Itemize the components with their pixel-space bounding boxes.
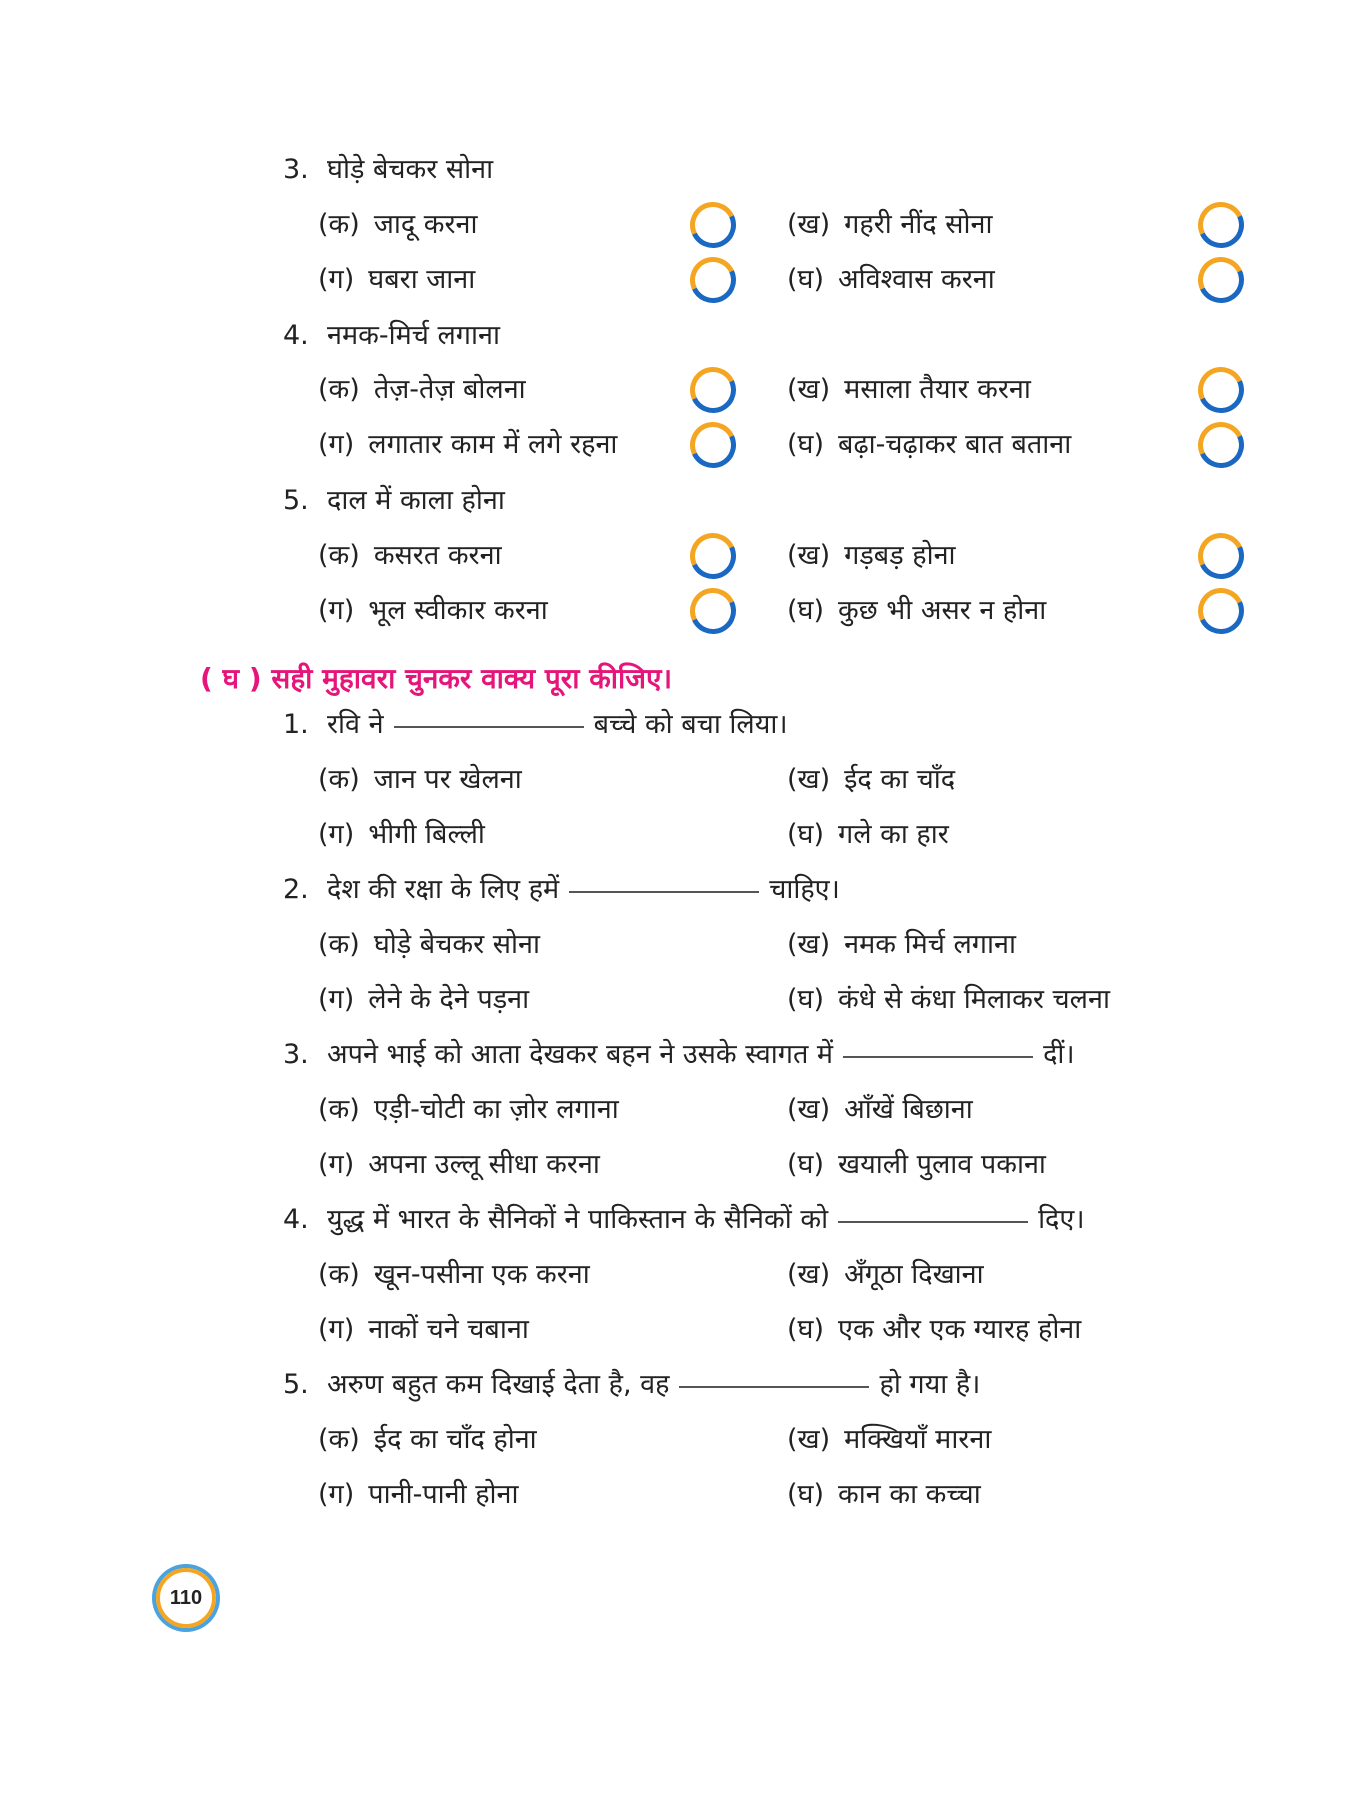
option-d3-gha: (घ) खयाली पुलाव पकाना <box>787 1149 1046 1180</box>
answer-circle[interactable] <box>684 582 743 641</box>
option-d4-gha: (घ) एक और एक ग्यारह होना <box>787 1314 1082 1345</box>
option-c5-ga: (ग) भूल स्वीकार करना <box>318 595 548 626</box>
answer-circle[interactable] <box>684 416 743 475</box>
option-c3-gha: (घ) अविश्वास करना <box>787 264 995 295</box>
option-d3-kha: (ख) आँखें बिछाना <box>787 1094 973 1125</box>
idiom-text: घोड़े बेचकर सोना <box>327 154 494 185</box>
option-d4-ga: (ग) नाकों चने चबाना <box>318 1314 529 1345</box>
page-number: 110 <box>156 1568 216 1628</box>
idiom-text: नमक-मिर्च लगाना <box>327 320 500 351</box>
option-d4-kha: (ख) अँगूठा दिखाना <box>787 1259 984 1290</box>
option-c4-gha: (घ) बढ़ा-चढ़ाकर बात बताना <box>787 429 1072 460</box>
question-c5: 5. दाल में काला होना <box>283 485 505 516</box>
idiom-text: दाल में काला होना <box>327 485 505 516</box>
answer-blank[interactable] <box>838 1219 1028 1223</box>
answer-circle[interactable] <box>1192 416 1251 475</box>
option-d2-ka: (क) घोड़े बेचकर सोना <box>318 929 540 960</box>
question-d3: 3. अपने भाई को आता देखकर बहन ने उसके स्वागत में दीं। <box>283 1039 1075 1070</box>
question-d1: 1. रवि ने बच्चे को बचा लिया। <box>283 709 788 740</box>
option-c4-ka: (क) तेज़-तेज़ बोलना <box>318 374 526 405</box>
option-d4-ka: (क) खून-पसीना एक करना <box>318 1259 590 1290</box>
option-d3-ga: (ग) अपना उल्लू सीधा करना <box>318 1149 600 1180</box>
option-c5-ka: (क) कसरत करना <box>318 540 502 571</box>
option-d2-gha: (घ) कंधे से कंधा मिलाकर चलना <box>787 984 1110 1015</box>
answer-circle[interactable] <box>684 361 743 420</box>
answer-circle[interactable] <box>1192 527 1251 586</box>
option-d2-kha: (ख) नमक मिर्च लगाना <box>787 929 1016 960</box>
question-d4: 4. युद्ध में भारत के सैनिकों ने पाकिस्तान के सैनिकों को दिए। <box>283 1204 1085 1235</box>
option-d1-ga: (ग) भीगी बिल्ली <box>318 819 485 850</box>
answer-blank[interactable] <box>569 889 759 893</box>
answer-circle[interactable] <box>1192 361 1251 420</box>
option-d1-ka: (क) जान पर खेलना <box>318 764 522 795</box>
answer-blank[interactable] <box>843 1054 1033 1058</box>
option-c5-gha: (घ) कुछ भी असर न होना <box>787 595 1047 626</box>
option-c3-ka: (क) जादू करना <box>318 209 478 240</box>
option-c4-kha: (ख) मसाला तैयार करना <box>787 374 1031 405</box>
section-d-title: ( घ ) सही मुहावरा चुनकर वाक्य पूरा कीजिए। <box>200 662 673 695</box>
answer-circle[interactable] <box>1192 582 1251 641</box>
option-c3-ga: (ग) घबरा जाना <box>318 264 476 295</box>
option-d5-gha: (घ) कान का कच्चा <box>787 1479 981 1510</box>
question-c3: 3. घोड़े बेचकर सोना <box>283 154 494 185</box>
option-c3-kha: (ख) गहरी नींद सोना <box>787 209 993 240</box>
answer-circle[interactable] <box>684 251 743 310</box>
answer-blank[interactable] <box>394 724 584 728</box>
answer-circle[interactable] <box>684 527 743 586</box>
option-d3-ka: (क) एड़ी-चोटी का ज़ोर लगाना <box>318 1094 619 1125</box>
option-d1-kha: (ख) ईद का चाँद <box>787 764 956 795</box>
question-d2: 2. देश की रक्षा के लिए हमें चाहिए। <box>283 874 840 905</box>
option-d5-kha: (ख) मक्खियाँ मारना <box>787 1424 992 1455</box>
question-c4: 4. नमक-मिर्च लगाना <box>283 320 500 351</box>
answer-blank[interactable] <box>679 1384 869 1388</box>
option-c5-kha: (ख) गड़बड़ होना <box>787 540 956 571</box>
answer-circle[interactable] <box>684 196 743 255</box>
question-d5: 5. अरुण बहुत कम दिखाई देता है, वह हो गया है। <box>283 1369 981 1400</box>
option-d5-ga: (ग) पानी-पानी होना <box>318 1479 519 1510</box>
answer-circle[interactable] <box>1192 196 1251 255</box>
option-d2-ga: (ग) लेने के देने पड़ना <box>318 984 530 1015</box>
option-d1-gha: (घ) गले का हार <box>787 819 949 850</box>
option-d5-ka: (क) ईद का चाँद होना <box>318 1424 537 1455</box>
option-c4-ga: (ग) लगातार काम में लगे रहना <box>318 429 618 460</box>
answer-circle[interactable] <box>1192 251 1251 310</box>
